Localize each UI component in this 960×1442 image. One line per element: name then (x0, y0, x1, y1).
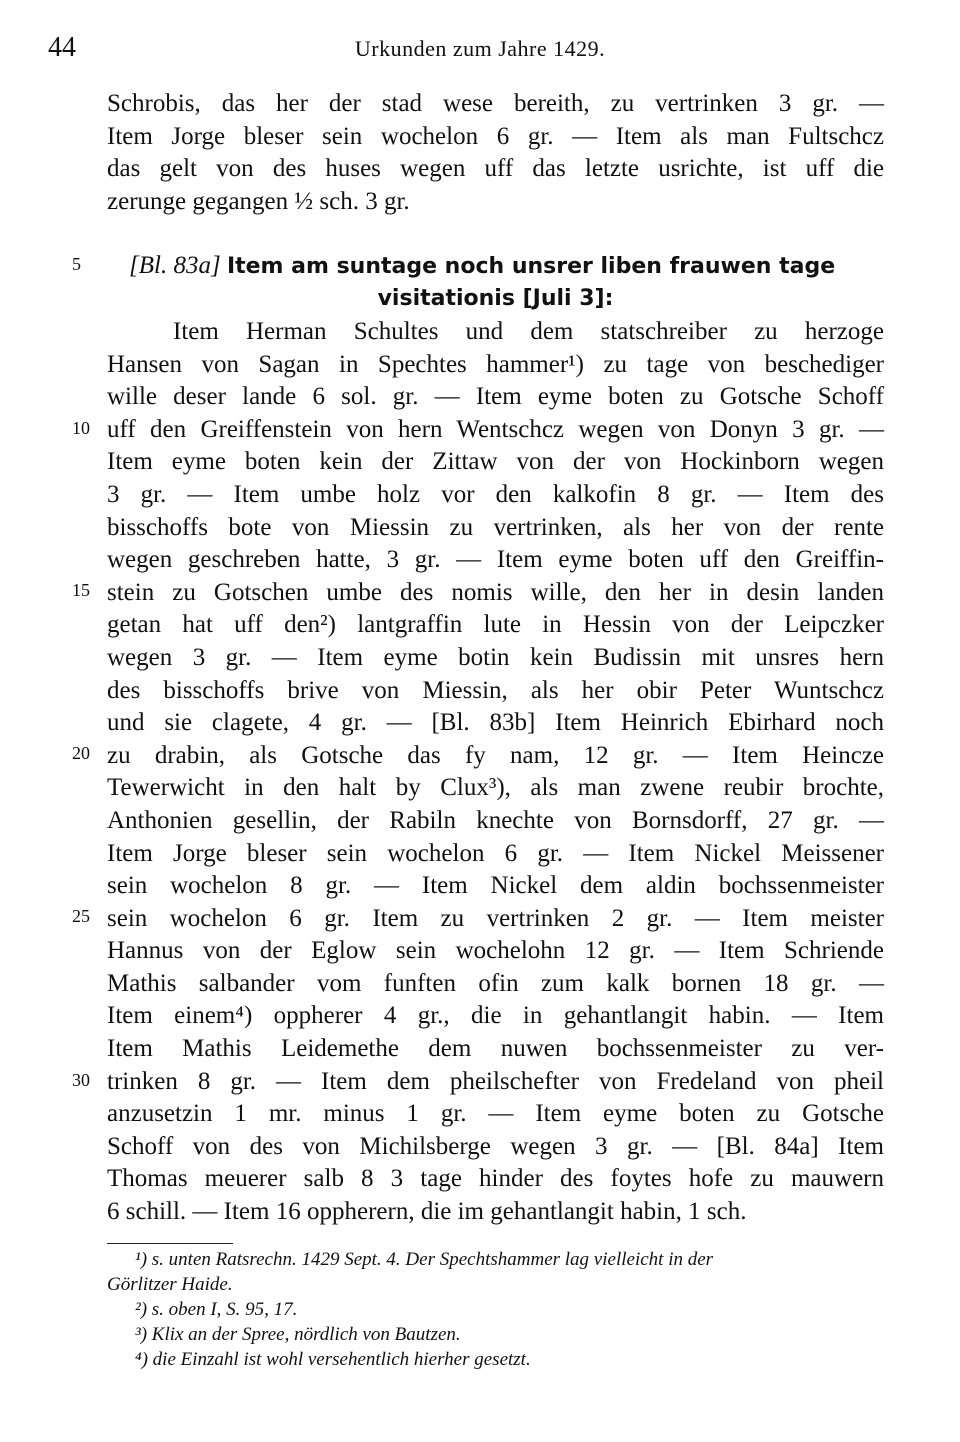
text-line: Schrobis, das her der stad wese bereith, zu vertrinken 3 gr. — (107, 90, 884, 117)
text-line: Anthonien gesellin, der Rabiln knechte von Bornsdorff, 27 gr. — (107, 806, 884, 834)
footnote-rule (107, 1243, 233, 1244)
text-line: das gelt von des huses wegen uff das letzte usrichte, ist uff die (107, 155, 884, 183)
text-line: trinken 8 gr. — Item dem pheilschefter von Fredeland von pheil (107, 1067, 884, 1095)
heading-line-2: visitationis [Juli 3]: (377, 285, 614, 311)
text-line: des bisschoffs brive von Miessin, als her obir Peter Wuntschcz (107, 676, 884, 704)
text-line: Hannus von der Eglow sein wochelohn 12 gr. — Item Schriende (107, 937, 884, 965)
text-line: sein wochelon 8 gr. — Item Nickel dem aldin bochssenmeister (107, 872, 884, 900)
text-line: bisschoffs bote von Miessin zu vertrinken, als her von der rente (107, 513, 884, 541)
text-line: Item Herman Schultes und dem statschreiber zu herzoge (173, 318, 884, 345)
text-line: zerunge gegangen ½ sch. 3 gr. (107, 187, 410, 215)
text-line: uff den Greiffenstein von hern Wentschcz wegen von Donyn 3 gr. — (107, 415, 884, 443)
footnote: ¹) s. unten Ratsrechn. 1429 Sept. 4. Der Spechtshammer lag vielleicht in der (135, 1249, 714, 1270)
heading-line-1 (107, 250, 884, 283)
text-line: Hansen von Sagan in Spechtes hammer¹) zu tage von beschediger (107, 350, 884, 378)
line-number: 5 (72, 254, 81, 274)
text-line: und sie clagete, 4 gr. — [Bl. 83b] Item Heinrich Ebirhard noch (107, 709, 884, 737)
footnotes (107, 1247, 884, 1372)
footnote: ²) s. oben I, S. 95, 17. (135, 1299, 298, 1320)
footnote: ³) Klix an der Spree, nördlich von Bautzen. (135, 1324, 461, 1345)
text-line: wille deser lande 6 sol. gr. — Item eyme boten zu Gotsche Schoff (107, 383, 884, 411)
text-block-intro (107, 88, 884, 218)
text-line: sein wochelon 6 gr. Item zu vertrinken 2 gr. — Item meister (107, 904, 884, 932)
text-line: wegen 3 gr. — Item eyme botin kein Budissin mit unsres hern (107, 643, 884, 671)
line-number: 20 (72, 743, 90, 763)
line-number: 15 (72, 580, 90, 600)
text-line: zu drabin, als Gotsche das fy nam, 12 gr. — Item Heincze (107, 741, 884, 769)
line-number: 30 (72, 1070, 90, 1090)
text-block-body (107, 316, 884, 1229)
line-number: 10 (72, 418, 90, 438)
footnote-continuation: Görlitzer Haide. (107, 1274, 233, 1295)
text-line: Item eyme boten kein der Zittaw von der von Hockinborn wegen (107, 448, 884, 476)
text-line: anzusetzin 1 mr. minus 1 gr. — Item eyme boten zu Gotsche (107, 1100, 884, 1128)
heading-text: Item am suntage noch unsrer liben frauwen tage (226, 254, 836, 279)
text-line: Item einem⁴) oppherer 4 gr., die in gehantlangit habin. — Item (107, 1002, 884, 1030)
text-line: Mathis salbander vom funften ofin zum kalk bornen 18 gr. — (107, 969, 884, 997)
text-line: Thomas meuerer salb 8 3 tage hinder des foytes hofe zu mauwern (107, 1165, 884, 1193)
text-line: Tewerwicht in den halt by Clux³), als man zwene reubir brochte, (107, 774, 884, 802)
text-line: stein zu Gotschen umbe des nomis wille, den her in desin landen (107, 578, 884, 606)
text-line: Item Jorge bleser sein wochelon 6 gr. — Item Nickel Meissener (107, 839, 884, 867)
text-line: Item Mathis Leidemethe dem nuwen bochssenmeister zu ver- (107, 1035, 884, 1063)
text-line: Schoff von des von Michilsberge wegen 3 gr. — [Bl. 84a] Item (107, 1132, 884, 1160)
page-number: 44 (48, 32, 76, 63)
section-heading (107, 250, 884, 315)
folio-ref: [Bl. 83a] (129, 252, 221, 279)
line-number: 25 (72, 906, 90, 926)
running-head: Urkunden zum Jahre 1429. (354, 36, 606, 61)
footnote: ⁴) die Einzahl ist wohl versehentlich hierher gesetzt. (135, 1349, 531, 1370)
text-line: 3 gr. — Item umbe holz vor den kalkofin 8 gr. — Item des (107, 480, 884, 508)
text-line: 6 schill. — Item 16 oppherern, die im gehantlangit habin, 1 sch. (107, 1198, 747, 1226)
text-line: Item Jorge bleser sein wochelon 6 gr. — Item als man Fultschcz (107, 122, 884, 150)
text-line: wegen geschreben hatte, 3 gr. — Item eyme boten uff den Greiffin- (107, 546, 884, 574)
text-line: getan hat uff den²) lantgraffin lute in Hessin von der Leipczker (107, 611, 884, 639)
